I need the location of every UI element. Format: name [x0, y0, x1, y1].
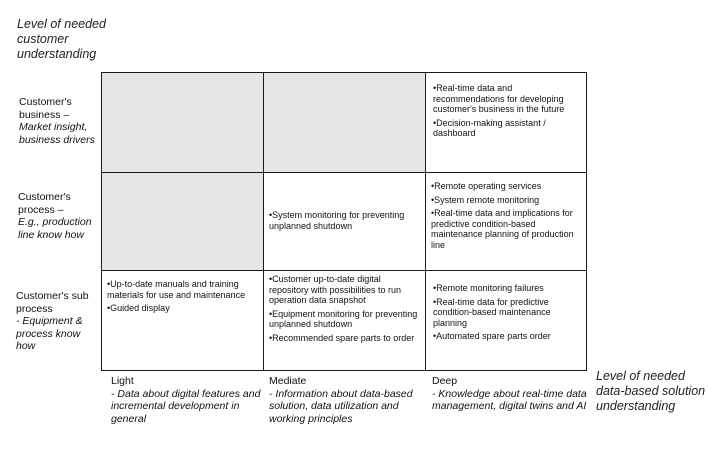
- cell-item: •Decision-making assistant / dashboard: [433, 117, 546, 139]
- col-label-deep: [432, 375, 587, 413]
- cell-item: •Real-time data and implications for predictive condition-based maintenance planning of production line: [431, 208, 574, 250]
- y-axis-title: Level of needed customer understanding: [17, 17, 106, 61]
- cell-item: •Automated spare parts order: [433, 331, 551, 342]
- col-label-mediate-title: Mediate: [269, 375, 307, 387]
- row-label-subprocess: [16, 290, 102, 353]
- row-label-process: [18, 191, 100, 241]
- cell-item: •Equipment monitoring for preventing unplanned shutdown: [269, 308, 418, 330]
- row-label-business: [19, 96, 101, 146]
- cell-process-deep: [426, 173, 586, 271]
- col-label-light: [111, 375, 261, 425]
- matrix-grid: [101, 72, 587, 371]
- col-label-mediate-sub: - Information about data-based solution, data utilization and working principles: [269, 387, 413, 425]
- cell-item: •Remote operating services: [431, 181, 542, 191]
- row-label-process-sub: E.g., production line know how: [18, 216, 92, 241]
- col-label-deep-title: Deep: [432, 375, 458, 387]
- cell-sub-light: [102, 271, 264, 370]
- cell-business-light: [102, 73, 264, 173]
- row-label-subprocess-title: Customer's sub process: [16, 290, 89, 315]
- col-label-light-title: Light: [111, 375, 134, 387]
- cell-item: •Remote monitoring failures: [433, 283, 544, 293]
- cell-item: •Customer up-to-date digital repository with possibilities to run operation data snapshot: [269, 274, 402, 306]
- col-label-mediate: [269, 375, 419, 425]
- cell-process-mediate: [264, 173, 426, 271]
- cell-item: •Guided display: [107, 303, 170, 314]
- col-label-deep-sub: - Knowledge about real-time data management, digital twins and AI: [432, 387, 587, 412]
- row-label-business-sub: Market insight, business drivers: [19, 121, 95, 146]
- cell-business-mediate: [264, 73, 426, 173]
- col-label-light-sub: - Data about digital features and incremental development in general: [111, 387, 261, 425]
- cell-business-deep: [426, 73, 586, 173]
- row-label-process-title: Customer's process –: [18, 191, 71, 216]
- cell-item: •Real-time data and recommendations for developing customer's business in the future: [433, 83, 565, 115]
- cell-item: •Up-to-date manuals and training materials for use and maintenance: [107, 279, 246, 300]
- cell-process-light: [102, 173, 264, 271]
- cell-item: •System remote monitoring: [431, 194, 540, 205]
- cell-item: •Recommended spare parts to order: [269, 332, 415, 343]
- cell-sub-mediate: [264, 271, 426, 370]
- row-label-subprocess-sub: - Equipment & process know how: [16, 315, 83, 352]
- row-label-business-title: Customer's business –: [19, 96, 72, 121]
- cell-sub-deep: [426, 271, 586, 370]
- x-axis-title: Level of needed data-based solution understanding: [596, 369, 706, 413]
- cell-item: •System monitoring for preventing unplanned shutdown: [269, 210, 405, 231]
- cell-item: •Real-time data for predictive condition-based maintenance planning: [433, 296, 551, 328]
